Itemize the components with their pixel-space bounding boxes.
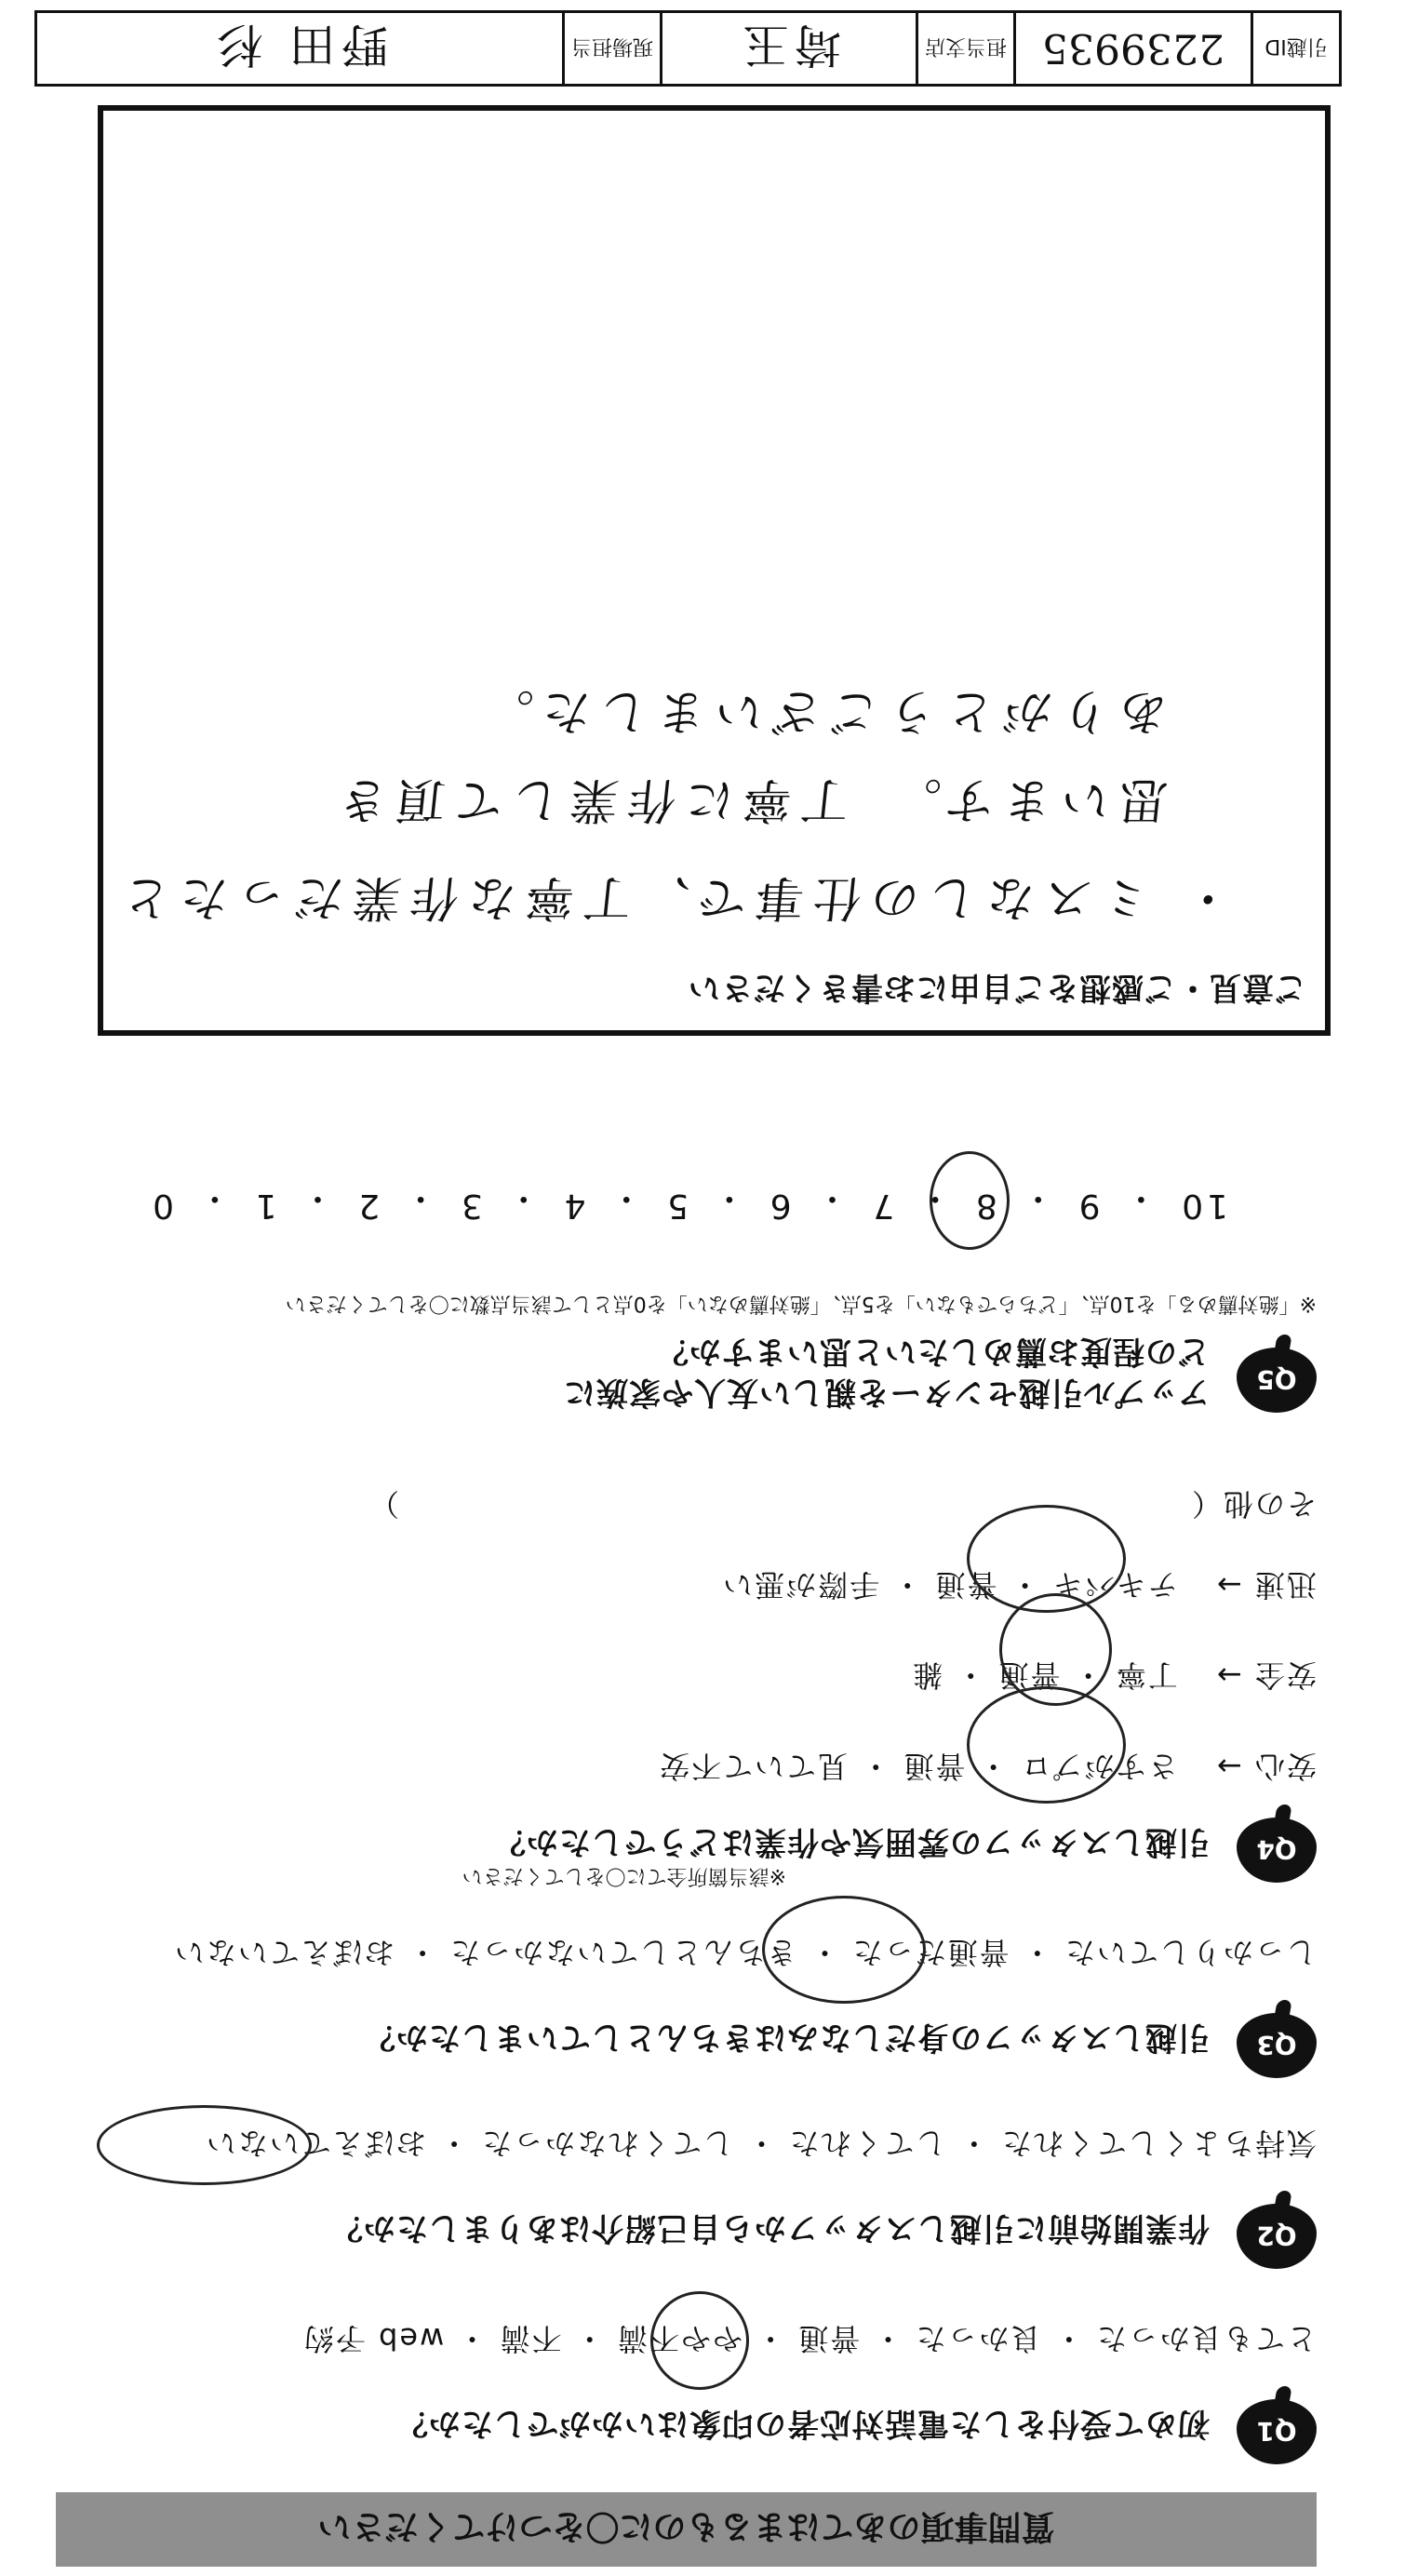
- move-id-label: 引越ID: [1251, 13, 1339, 84]
- q4-row-label: 安心 →: [1215, 1749, 1317, 1784]
- branch-label: 担当支店: [916, 13, 1013, 84]
- q4-jinsoku-selected-circle: [967, 1505, 1126, 1613]
- q4-row-options[interactable]: さすがプロ ・ 普通 ・ 見ていて不安: [658, 1749, 1178, 1784]
- q5-scale[interactable]: 10 ・ 9 ・ 8 ・ 7 ・ 6 ・ 5 ・ 4 ・ 3 ・ 2 ・ 1 ・ 0: [149, 1179, 1228, 1225]
- scale-point[interactable]: 0: [149, 1187, 174, 1225]
- handwritten-comment-line-3: ありがとうございました。: [472, 683, 1171, 739]
- q4-row-label: 安全 →: [1215, 1657, 1317, 1693]
- q5-badge: Q5: [1237, 1348, 1317, 1413]
- scale-point[interactable]: 4: [560, 1187, 586, 1225]
- q4-row-options[interactable]: 丁寧 ・ 普通 ・ 雑: [911, 1657, 1178, 1693]
- q4-text: 引越しスタッフの雰囲気や作業はどうでしたか？: [493, 1823, 1210, 1860]
- q5-selected-circle: [930, 1151, 1010, 1250]
- scale-point[interactable]: 5: [663, 1187, 689, 1225]
- q3-text: 引越しスタッフの身だしなみはきちんとしていましたか？: [363, 2019, 1210, 2056]
- q3-badge: Q3: [1237, 2013, 1317, 2078]
- q4-row-anzen[interactable]: [911, 1656, 1317, 1698]
- comments-box[interactable]: [98, 105, 1331, 1036]
- q4-note: ※該当箇所全てに〇をしてください: [462, 1864, 786, 1887]
- scale-point[interactable]: 8: [971, 1187, 997, 1225]
- scale-point[interactable]: 3: [457, 1187, 483, 1225]
- q1-text: 初めて受付をした電話対応者の印象はいかがでしたか？: [395, 2405, 1210, 2442]
- scale-point[interactable]: 9: [1075, 1187, 1101, 1225]
- comments-label: ご意見・ご感想をご自由にお書きください: [688, 969, 1306, 1006]
- q2-text: 作業開始前に引越しスタッフから自己紹介はありましたか？: [330, 2209, 1210, 2247]
- staff-value[interactable]: 野田 杉: [211, 18, 388, 72]
- q1-badge: Q1: [1237, 2399, 1317, 2464]
- q5-note: ※「絶対薦める」を10点、「どちらでもない」を5点、「絶対薦めない」を0点として該当点数に〇をしてください: [285, 1292, 1317, 1315]
- instruction-text: 質問事項のあてはまるものに〇をつけてください: [317, 2507, 1055, 2546]
- q4-other-field[interactable]: その他（ ）: [367, 1486, 1317, 1522]
- staff-label: 現場担当: [562, 13, 660, 84]
- q2-options[interactable]: 気持ちよくしてくれた ・ してくれた ・ してくれなかった ・ おぼえていない: [204, 2126, 1317, 2161]
- scale-point[interactable]: 7: [869, 1187, 895, 1225]
- branch-value[interactable]: 埼玉: [660, 13, 916, 84]
- q1-selected-circle: [650, 2291, 749, 2390]
- scale-point[interactable]: 6: [766, 1187, 792, 1225]
- instruction-bar: [56, 2492, 1317, 2567]
- scale-point[interactable]: 10: [1178, 1187, 1228, 1225]
- q2-badge: Q2: [1237, 2204, 1317, 2269]
- q3-selected-circle: [762, 1896, 926, 2004]
- q4-row-label: 迅速 →: [1215, 1567, 1317, 1603]
- q4-badge: Q4: [1237, 1818, 1317, 1883]
- footer-info-row: [34, 10, 1342, 87]
- handwritten-comment-line-2: 思います。 丁寧に作業して頂き: [327, 771, 1171, 827]
- scale-point[interactable]: 1: [251, 1187, 277, 1225]
- q3-options[interactable]: しっかりしていた ・ 普通だった ・ きちんとしていなかった ・ おぼえていない: [172, 1935, 1317, 1970]
- scale-point[interactable]: 2: [355, 1187, 381, 1225]
- handwritten-comment-line-1: ・ ミスなしの仕事で、丁寧な作業だったと: [109, 869, 1236, 925]
- move-id-value[interactable]: 2239935: [1013, 13, 1251, 84]
- q4-row-options[interactable]: テキパキ ・ 普通 ・ 手際が悪い: [721, 1567, 1178, 1603]
- q1-options[interactable]: とても良かった ・ 良かった ・ 普通 ・ やや不満 ・ 不満 ・ web 予約: [301, 2321, 1317, 2356]
- q5-text-line-1: アップル引越センターを親しい友人や家族に: [563, 1374, 1210, 1411]
- q5-text-line-2: どの程度お薦めしたいと思いますか？: [656, 1333, 1210, 1370]
- q2-selected-circle: [97, 2105, 312, 2185]
